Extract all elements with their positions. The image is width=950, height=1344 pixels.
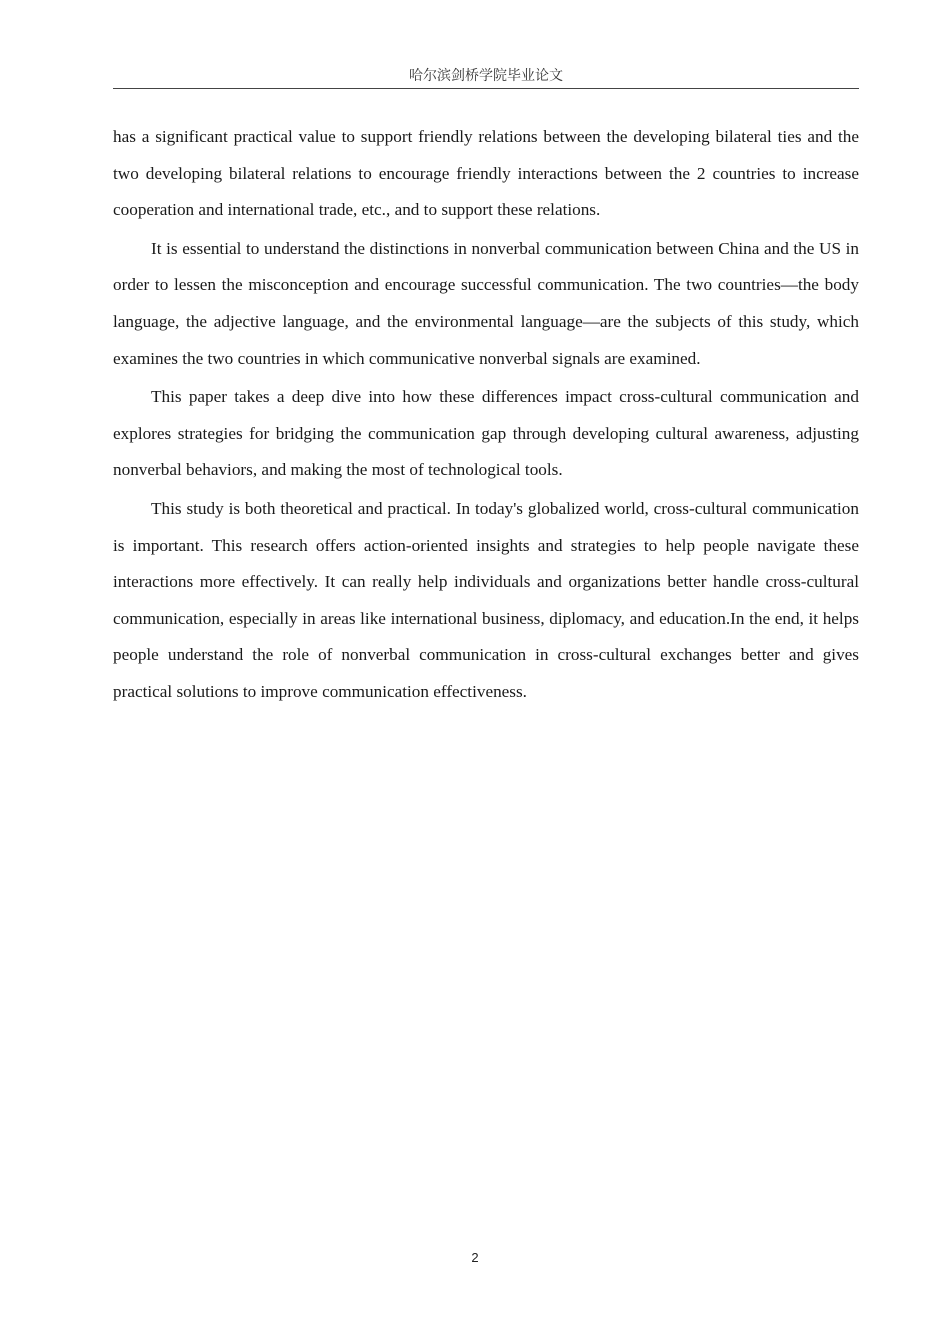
- paragraph: This paper takes a deep dive into how these differences impact cross-cultural communication and explores strategies for bridging the communication gap through developing cultural awareness, adjusting nonverbal behaviors, and making the most of technological tools.: [113, 387, 859, 480]
- paragraph-continued: has a significant practical value to support friendly relations between the developing bilateral ties and the two developing bilateral relations to encourage friendly interactions between the 2 countries to increase cooperation and international trade, etc., and to support these relations.: [113, 127, 859, 220]
- page-header: [113, 66, 859, 89]
- header-title: 哈尔滨剑桥学院毕业论文: [409, 68, 563, 84]
- paragraph: This study is both theoretical and practical. In today's globalized world, cross-cultural communication is important. This research offers action-oriented insights and strategies to help people navigate these interactions more effectively. It can really help individuals and organizations better handle cross-cultural communication, especially in areas like international business, diplomacy, and education.In the end, it helps people understand the role of nonverbal communication in cross-cultural exchanges better and gives practical solutions to improve communication effectiveness.: [113, 498, 859, 701]
- page-number: 2: [471, 1250, 479, 1265]
- paragraph: It is essential to understand the distinctions in nonverbal communication between China and the US in order to lessen the misconception and encourage successful communication. The two countries—the body language, the adjective language, and the environmental language—are the subjects of this study, which examines the two countries in which communicative nonverbal signals are examined.: [113, 238, 859, 368]
- body-text: [113, 119, 859, 713]
